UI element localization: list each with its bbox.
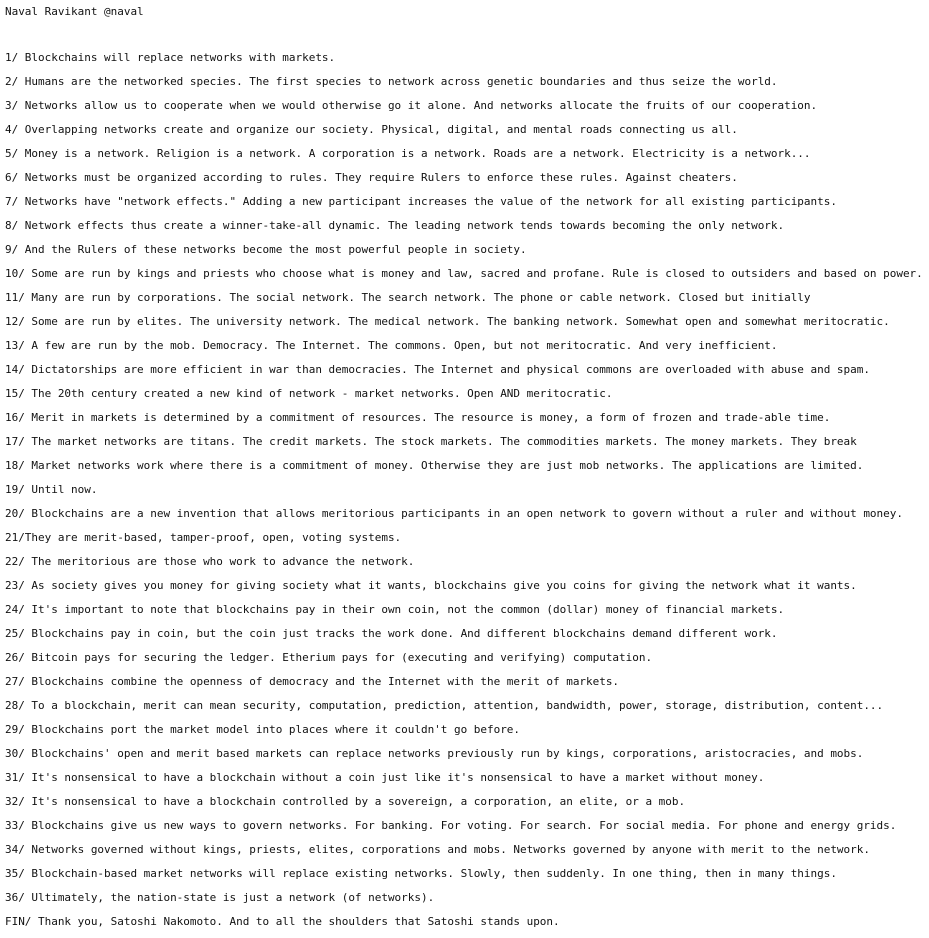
tweetstorm-document <box>5 0 927 928</box>
tweet-line: 23/ As society gives you money for giving society what it wants, blockchains give you coins for giving the network what it wants. <box>5 579 857 592</box>
tweet-line: 3/ Networks allow us to cooperate when we would otherwise go it alone. And networks allocate the fruits of our cooperation. <box>5 99 818 112</box>
tweet-line: 8/ Network effects thus create a winner-take-all dynamic. The leading network tends towards becoming the only network. <box>5 219 785 232</box>
tweet-line: 15/ The 20th century created a new kind of network - market networks. Open AND meritocratic. <box>5 387 613 400</box>
tweet-line: 18/ Market networks work where there is a commitment of money. Otherwise they are just mob networks. The applications are limited. <box>5 459 864 472</box>
tweet-line: 31/ It's nonsensical to have a blockchain without a coin just like it's nonsensical to have a market without money. <box>5 771 765 784</box>
tweet-line: 9/ And the Rulers of these networks become the most powerful people in society. <box>5 243 527 256</box>
tweet-line: 11/ Many are run by corporations. The social network. The search network. The phone or cable network. Closed but initially <box>5 291 811 304</box>
tweet-line: 1/ Blockchains will replace networks with markets. <box>5 51 336 64</box>
tweet-line: 5/ Money is a network. Religion is a network. A corporation is a network. Roads are a network. Electricity is a network... <box>5 147 811 160</box>
tweet-line: 32/ It's nonsensical to have a blockchain controlled by a sovereign, a corporation, an elite, or a mob. <box>5 795 686 808</box>
tweet-line: 34/ Networks governed without kings, priests, elites, corporations and mobs. Networks governed by anyone with merit to the network. <box>5 843 870 856</box>
tweet-line: 20/ Blockchains are a new invention that allows meritorious participants in an open network to govern without a ruler and without money. <box>5 507 903 520</box>
tweet-line: 4/ Overlapping networks create and organize our society. Physical, digital, and mental roads connecting us all. <box>5 123 738 136</box>
tweet-line: 17/ The market networks are titans. The credit markets. The stock markets. The commodities markets. The money markets. They break <box>5 435 857 448</box>
tweet-line: 24/ It's important to note that blockchains pay in their own coin, not the common (dollar) money of financial markets. <box>5 603 785 616</box>
tweet-line: 29/ Blockchains port the market model into places where it couldn't go before. <box>5 723 521 736</box>
tweet-line: 30/ Blockchains' open and merit based markets can replace networks previously run by kings, corporations, aristocracies, and mobs. <box>5 747 864 760</box>
tweet-line: 27/ Blockchains combine the openness of democracy and the Internet with the merit of markets. <box>5 675 620 688</box>
tweet-line: 19/ Until now. <box>5 483 98 496</box>
tweet-line: 36/ Ultimately, the nation-state is just a network (of networks). <box>5 891 435 904</box>
tweet-list <box>5 50 923 938</box>
author-handle: Naval Ravikant @naval <box>5 5 144 18</box>
tweet-line: 22/ The meritorious are those who work to advance the network. <box>5 555 415 568</box>
tweet-line: 6/ Networks must be organized according to rules. They require Rulers to enforce these rules. Against cheaters. <box>5 171 738 184</box>
tweet-line: 7/ Networks have "network effects." Adding a new participant increases the value of the network for all existing participants. <box>5 195 837 208</box>
tweet-line: 2/ Humans are the networked species. The first species to network across genetic boundaries and thus seize the world. <box>5 75 778 88</box>
tweet-line: 13/ A few are run by the mob. Democracy. The Internet. The commons. Open, but not meritocratic. And very inefficient. <box>5 339 778 352</box>
tweet-line: 26/ Bitcoin pays for securing the ledger. Etherium pays for (executing and verifying) computation. <box>5 651 653 664</box>
tweet-line: 21/They are merit-based, tamper-proof, open, voting systems. <box>5 531 402 544</box>
tweet-line: 12/ Some are run by elites. The university network. The medical network. The banking network. Somewhat open and somewhat meritocratic. <box>5 315 890 328</box>
tweet-line: 33/ Blockchains give us new ways to govern networks. For banking. For voting. For search. For social media. For phone and energy grids. <box>5 819 897 832</box>
tweet-line: FIN/ Thank you, Satoshi Nakomoto. And to all the shoulders that Satoshi stands upon. <box>5 915 560 928</box>
tweet-line: 10/ Some are run by kings and priests who choose what is money and law, sacred and profane. Rule is closed to outsiders and based on power. <box>5 267 923 280</box>
tweet-line: 16/ Merit in markets is determined by a commitment of resources. The resource is money, a form of frozen and trade-able time. <box>5 411 831 424</box>
tweet-line: 28/ To a blockchain, merit can mean security, computation, prediction, attention, bandwidth, power, storage, distribution, content... <box>5 699 884 712</box>
tweet-line: 14/ Dictatorships are more efficient in war than democracies. The Internet and physical commons are overloaded with abuse and spam. <box>5 363 870 376</box>
tweet-line: 25/ Blockchains pay in coin, but the coin just tracks the work done. And different blockchains demand different work. <box>5 627 778 640</box>
tweet-line: 35/ Blockchain-based market networks will replace existing networks. Slowly, then suddenly. In one thing, then in many things. <box>5 867 837 880</box>
